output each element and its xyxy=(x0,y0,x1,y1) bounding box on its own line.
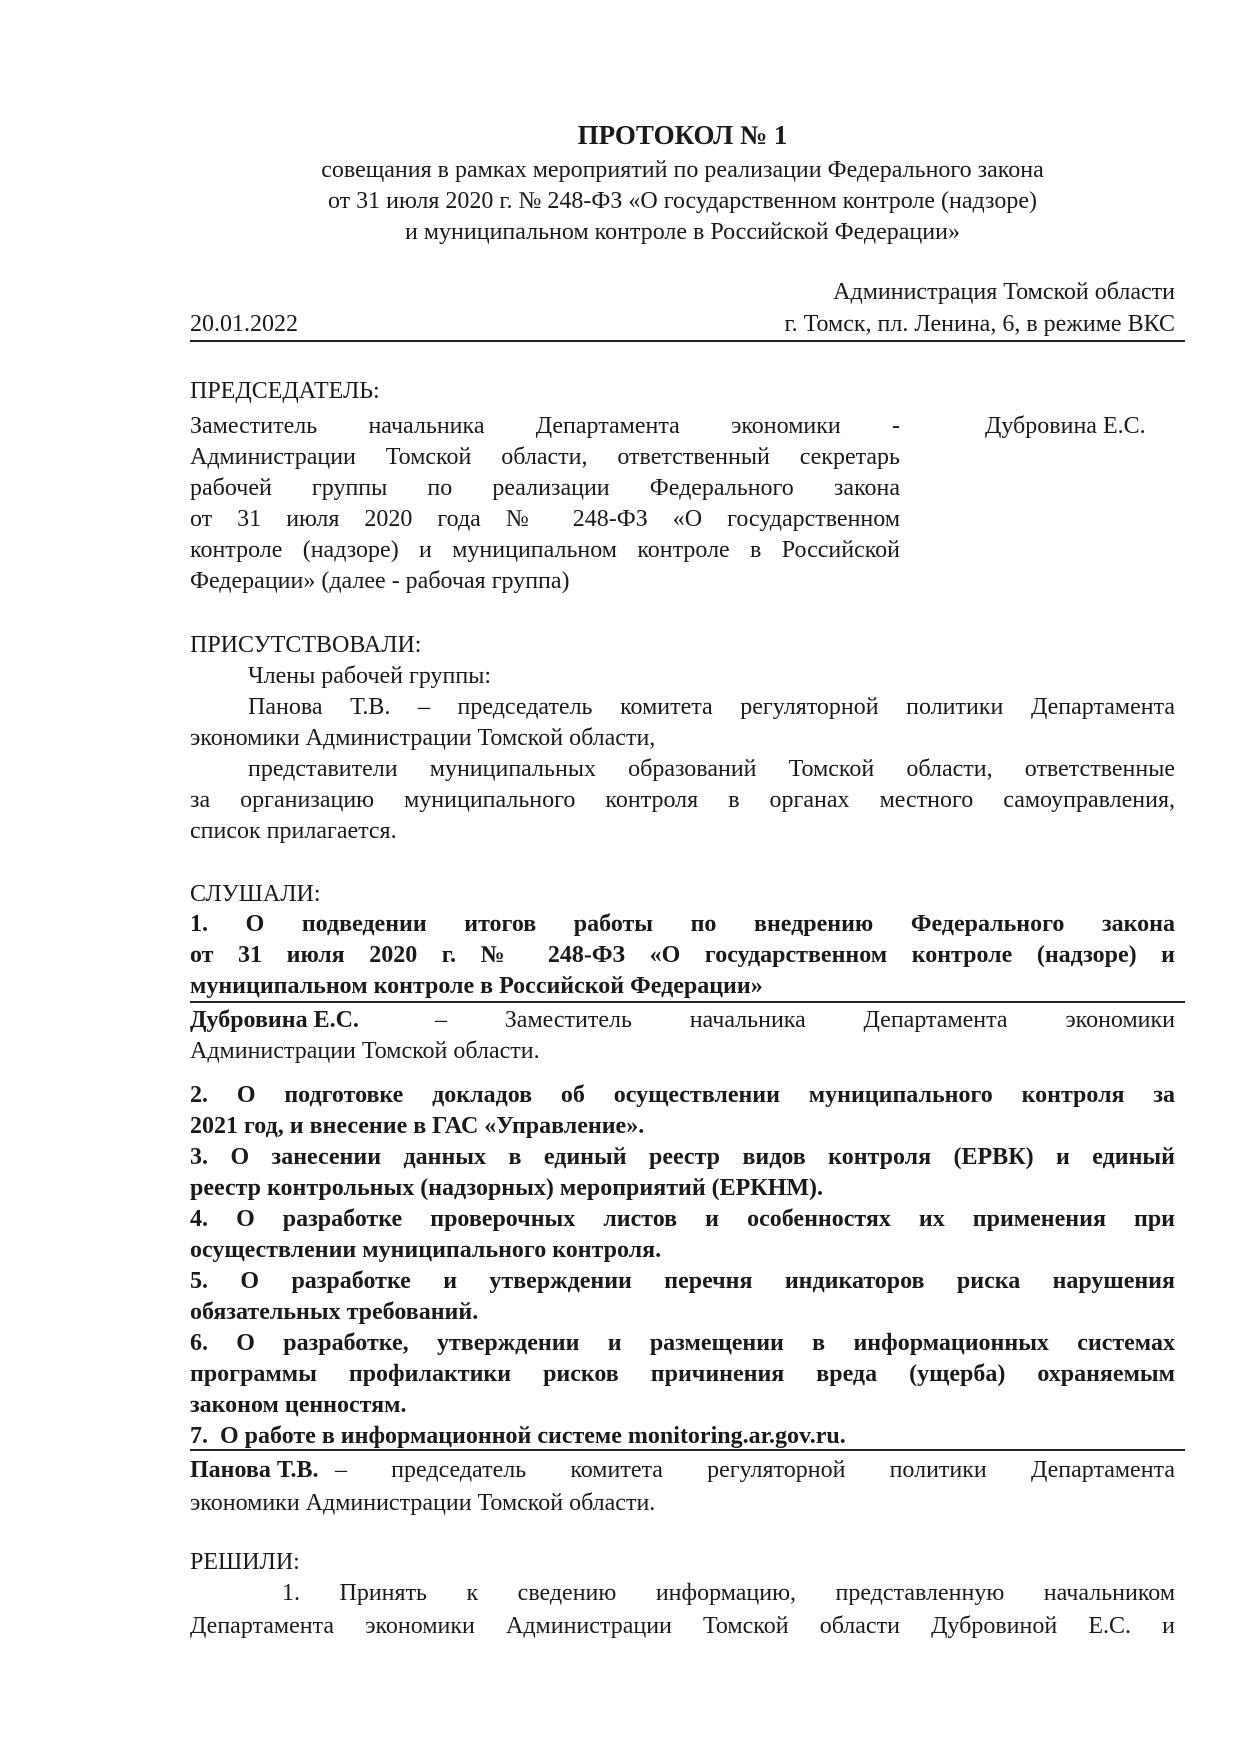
speaker-role: – председатель комитета регуляторной политики Департамента xyxy=(335,1457,1175,1483)
document-subtitle xyxy=(190,155,1175,248)
agenda-line: 4. О разработке проверочных листов и особенностях их применения при xyxy=(190,1206,1175,1232)
speaker-2 xyxy=(190,1454,1175,1520)
present-list xyxy=(190,661,1175,847)
agenda-line: осуществлении муниципального контроля. xyxy=(190,1237,662,1263)
role-line: Заместитель начальника Департамента экономики - xyxy=(190,413,900,439)
header-divider xyxy=(190,340,1185,342)
chairman-name: Дубровина Е.С. xyxy=(985,413,1146,439)
chairman-role xyxy=(190,411,900,597)
speaker-1 xyxy=(190,1005,1175,1067)
agenda-item-1 xyxy=(190,909,1175,1002)
agenda-line: 5. О разработке и утверждении перечня индикаторов риска нарушения xyxy=(190,1268,1175,1294)
agenda-line: обязательных требований. xyxy=(190,1299,479,1325)
present-line: список прилагается. xyxy=(190,818,397,844)
meeting-location: г. Томск, пл. Ленина, 6, в режиме ВКС xyxy=(784,311,1175,337)
decided-heading: РЕШИЛИ: xyxy=(190,1549,300,1575)
meeting-date: 20.01.2022 xyxy=(190,311,298,337)
decision-line: 1. Принять к сведению информацию, представленную начальником xyxy=(282,1580,1175,1606)
role-line: Администрации Томской области, ответственный секретарь xyxy=(190,444,900,470)
agenda-line: 3. О занесении данных в единый реестр видов контроля (ЕРВК) и единый xyxy=(190,1144,1175,1170)
present-line: за организацию муниципального контроля в органах местного самоуправления, xyxy=(190,787,1175,813)
agenda-line: 6. О разработке, утверждении и размещении в информационных системах xyxy=(190,1330,1175,1356)
subtitle-line: и муниципальном контроле в Российской Федерации» xyxy=(405,219,960,245)
item-divider xyxy=(190,1001,1185,1003)
agenda-line: программы профилактики рисков причинения вреда (ущерба) охраняемым xyxy=(190,1361,1175,1387)
item-divider xyxy=(190,1449,1185,1451)
agenda-line: 2021 год, и внесение в ГАС «Управление». xyxy=(190,1113,645,1139)
speaker-name: Дубровина Е.С. xyxy=(190,1007,359,1033)
speaker-line xyxy=(190,1454,1175,1487)
agenda-line: реестр контрольных (надзорных) мероприятий (ЕРКНМ). xyxy=(190,1175,824,1201)
heard-heading: СЛУШАЛИ: xyxy=(190,881,321,907)
role-line: рабочей группы по реализации Федерального закона xyxy=(190,475,900,501)
speaker-line: экономики Администрации Томской области. xyxy=(190,1490,656,1516)
agenda-items-2-7 xyxy=(190,1080,1175,1452)
agenda-line: 1. О подведении итогов работы по внедрению Федерального закона xyxy=(190,911,1175,937)
speaker-role: – Заместитель начальника Департамента экономики xyxy=(435,1007,1175,1033)
chairman-heading: ПРЕДСЕДАТЕЛЬ: xyxy=(190,378,380,404)
present-heading: ПРИСУТСТВОВАЛИ: xyxy=(190,632,422,658)
present-line: Панова Т.В. – председатель комитета регуляторной политики Департамента xyxy=(248,694,1175,720)
document-title: ПРОТОКОЛ № 1 xyxy=(577,120,788,150)
present-line: экономики Администрации Томской области, xyxy=(190,725,656,751)
speaker-line: Администрации Томской области. xyxy=(190,1038,540,1064)
agenda-line: законом ценностям. xyxy=(190,1392,407,1418)
present-line: представители муниципальных образований Томской области, ответственные xyxy=(248,756,1175,782)
subtitle-line: совещания в рамках мероприятий по реализации Федерального закона xyxy=(321,157,1044,183)
agenda-line: 2. О подготовке докладов об осуществлении муниципального контроля за xyxy=(190,1082,1175,1108)
role-line: Федерации» (далее - рабочая группа) xyxy=(190,568,570,594)
role-line: от 31 июля 2020 года № 248-ФЗ «О государственном xyxy=(190,506,900,532)
decision-1 xyxy=(190,1577,1175,1643)
decision-line: Департамента экономики Администрации Томской области Дубровиной Е.С. и xyxy=(190,1613,1175,1639)
agenda-line: муниципальном контроле в Российской Федерации» xyxy=(190,973,763,999)
agenda-line: от 31 июля 2020 г. № 248-ФЗ «О государственном контроле (надзоре) и xyxy=(190,942,1175,968)
role-line: контроле (надзоре) и муниципальном контроле в Российской xyxy=(190,537,900,563)
organization: Администрация Томской области xyxy=(833,279,1175,305)
subtitle-line: от 31 июля 2020 г. № 248-ФЗ «О государственном контроле (надзоре) xyxy=(328,188,1037,214)
speaker-line xyxy=(190,1005,1175,1036)
speaker-name: Панова Т.В. xyxy=(190,1457,319,1483)
agenda-line: 7. О работе в информационной системе monitoring.ar.gov.ru. xyxy=(190,1423,846,1449)
present-line: Члены рабочей группы: xyxy=(248,663,492,689)
